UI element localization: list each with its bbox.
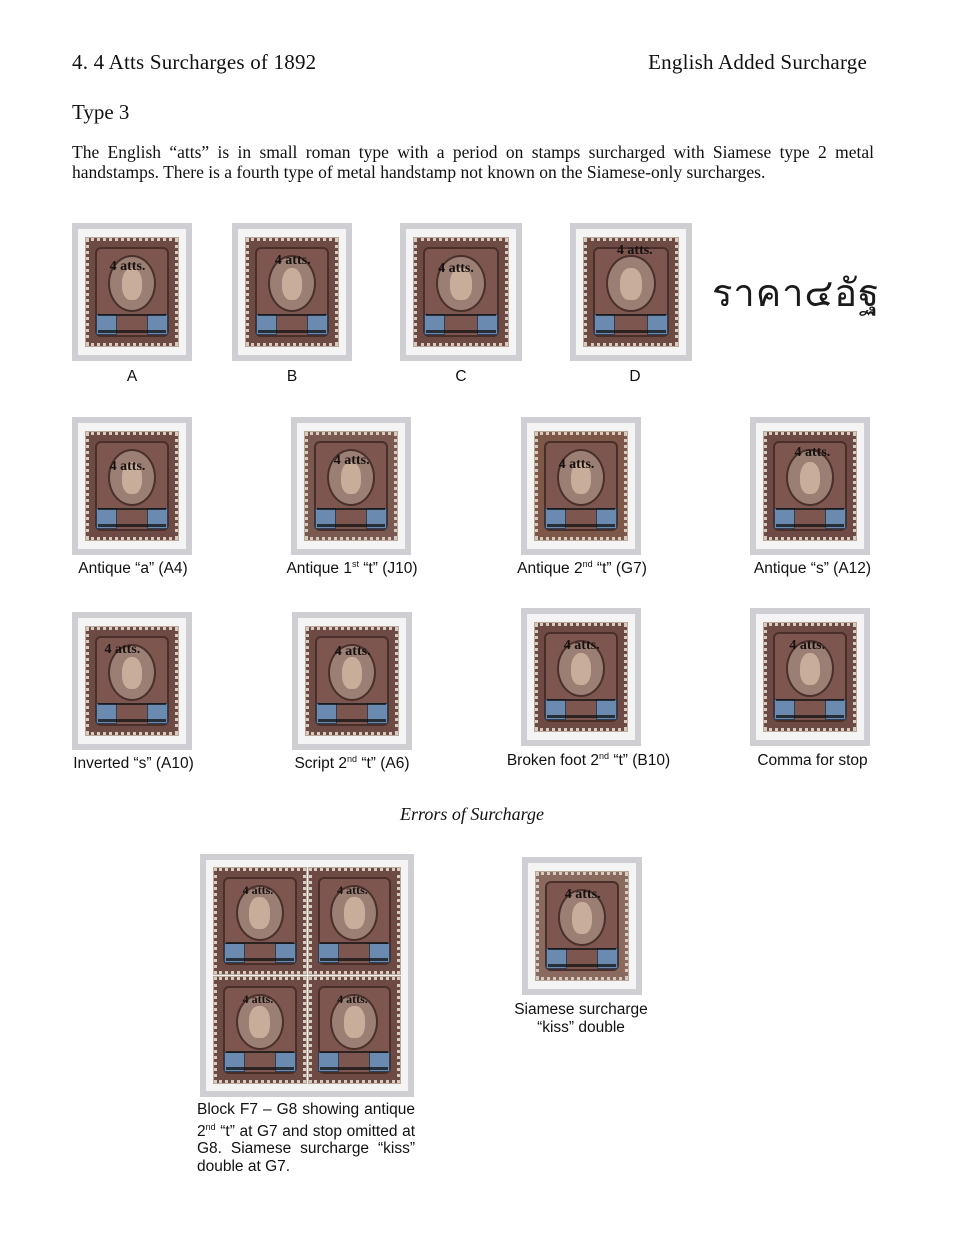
type-title: Type 3 [72,100,130,124]
stamp-overprint: 4 atts. [616,243,653,259]
caption-script-2nd-t: Script 2nd “t” (A6) [294,754,410,773]
page-topic-heading: English Added Surcharge [648,50,867,74]
stamp-overprint: 4 atts. [337,992,368,1006]
stamp-script-2nd-t [292,612,412,750]
caption-d: D [629,368,641,385]
stamp-c [400,223,522,361]
stamp-overprint: 4 atts. [334,644,371,660]
stamp-antique-2nd-t [521,417,641,555]
stamp-overprint: 4 atts. [794,445,831,461]
stamp-comma-for-stop [750,608,870,746]
stamp-overprint: 4 atts. [337,883,368,897]
stamp-overprint: 4 atts. [558,457,595,473]
stamp-antique-a [72,417,192,555]
stamp-d [570,223,692,361]
stamp-kiss-double [522,857,642,995]
stamp-overprint: 4 atts. [109,259,146,275]
intro-paragraph: The English “atts” is in small roman type with a period on stamps surcharged with Siamese type 2 metal handstamps. There is a fourth type of metal handstamp not known on the Siamese-only surcharges. [72,142,874,182]
stamp-antique-s [750,417,870,555]
stamp-overprint: 4 atts. [563,638,600,654]
caption-antique-1st-t: Antique 1st “t” (J10) [286,559,418,578]
stamp-overprint: 4 atts. [242,883,274,897]
caption-c: C [455,368,467,385]
stamp-overprint: 4 atts. [789,638,826,654]
section-heading: 4. 4 Atts Surcharges of 1892 [72,50,317,74]
thai-surcharge-handwritten: ราคา๔อัฐ [712,271,881,315]
stamp-overprint: 4 atts. [274,253,311,269]
caption-antique-2nd-t: Antique 2nd “t” (G7) [517,559,647,578]
errors-heading: Errors of Surcharge [400,804,544,824]
stamp-overprint: 4 atts. [242,992,274,1006]
caption-broken-foot: Broken foot 2nd “t” (B10) [506,751,671,770]
stamp-overprint: 4 atts. [333,453,370,469]
caption-inverted-s: Inverted “s” (A10) [73,755,194,773]
stamp-overprint: 4 atts. [109,459,146,475]
caption-antique-a: Antique “a” (A4) [78,560,188,578]
stamp-antique-1st-t [291,417,411,555]
stamp-overprint: 4 atts. [564,887,601,903]
stamp-block-f7-g8 [200,854,414,1097]
caption-comma-for-stop: Comma for stop [757,752,868,770]
stamp-broken-foot [521,608,641,746]
stamp-overprint: 4 atts. [438,261,474,277]
caption-kiss-double: Siamese surcharge “kiss” double [514,1001,648,1036]
stamp-inverted-s [72,612,192,750]
stamp-b [232,223,352,361]
caption-a: A [126,368,138,385]
stamp-overprint: 4 atts. [104,642,141,658]
caption-block-f7-g8: Block F7 – G8 showing antique 2nd “t” at G7 and stop omitted at G8. Siamese surcharge “kiss” double at G7. [197,1101,415,1175]
stamp-a [72,223,192,361]
caption-b: B [286,368,298,385]
caption-antique-s: Antique “s” (A12) [753,560,872,578]
